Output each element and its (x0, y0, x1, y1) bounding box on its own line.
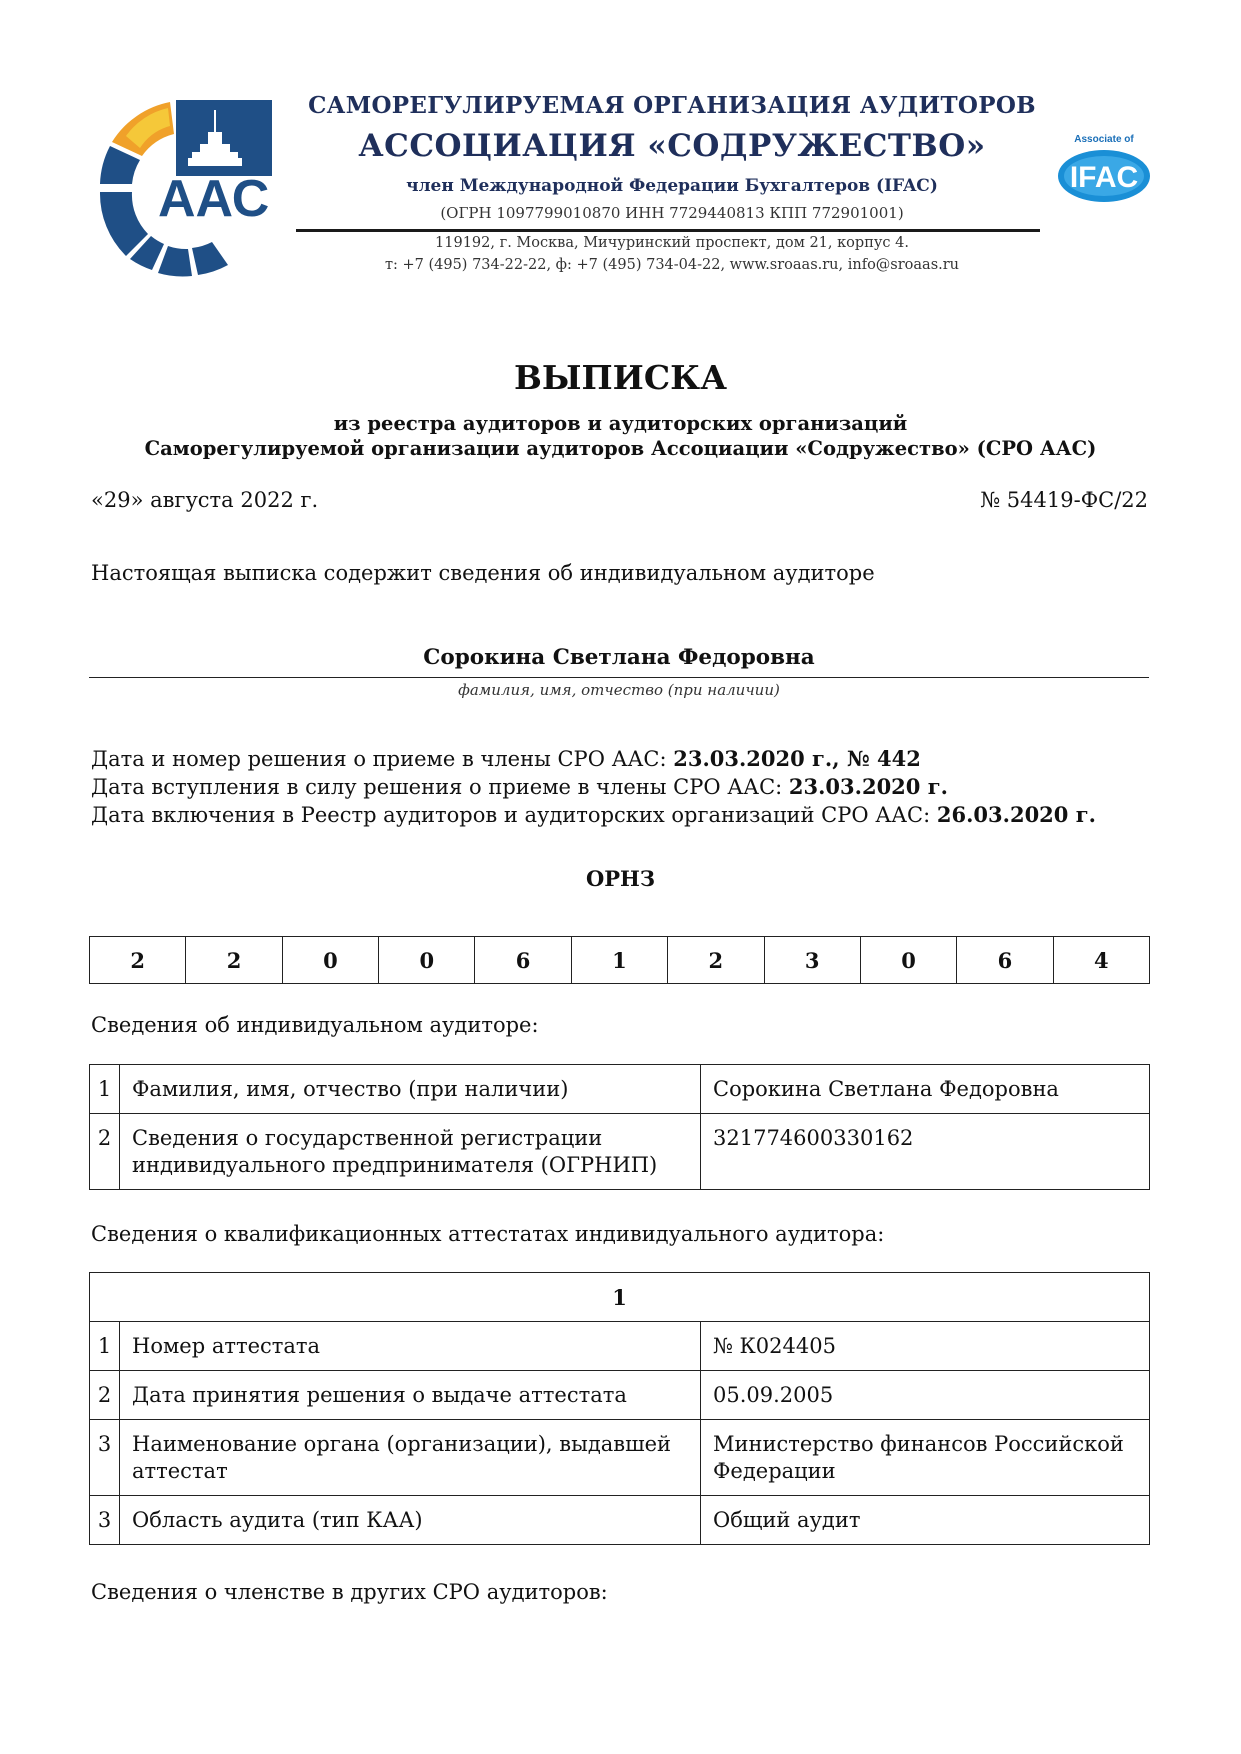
row-number: 2 (90, 1371, 120, 1420)
row-number: 1 (90, 1065, 120, 1114)
row-key: Фамилия, имя, отчество (при наличии) (120, 1065, 701, 1114)
ornz-digits-row (90, 937, 1150, 984)
ornz-title: ОРНЗ (585, 866, 656, 891)
row-value: № К024405 (701, 1322, 1150, 1371)
document-number: № 54419-ФС/22 (980, 488, 1148, 512)
ornz-digit: 1 (571, 937, 667, 984)
document-subtitle-1: из реестра аудиторов и аудиторских организаций (333, 412, 908, 435)
person-name: Сорокина Светлана Федоровна (423, 645, 815, 670)
certificates-table (89, 1272, 1150, 1545)
ornz-digit: 0 (379, 937, 475, 984)
table-row (90, 1371, 1150, 1420)
org-name: АССОЦИАЦИЯ «СОДРУЖЕСТВО» (358, 128, 986, 164)
ornz-digit: 0 (282, 937, 378, 984)
row-key: Дата принятия решения о выдаче аттестата (120, 1371, 701, 1420)
decision-line-1 (91, 746, 921, 771)
ornz-digit: 4 (1053, 937, 1149, 984)
row-value: Общий аудит (701, 1496, 1150, 1545)
decision-line-1-label: Дата и номер решения о приеме в члены СРО ААС: (91, 747, 674, 771)
decision-line-2 (91, 774, 948, 799)
intro-text: Настоящая выписка содержит сведения об индивидуальном аудиторе (91, 561, 875, 585)
table-head-row (90, 1273, 1150, 1322)
ornz-digit: 2 (90, 937, 186, 984)
row-key: Наименование органа (организации), выдавшей аттестат (120, 1420, 701, 1496)
ornz-digit: 3 (764, 937, 860, 984)
ifac-logo (1056, 132, 1152, 208)
ornz-digit: 6 (957, 937, 1053, 984)
row-value: 05.09.2005 (701, 1371, 1150, 1420)
document-date: «29» августа 2022 г. (91, 488, 319, 512)
ornz-digit: 2 (668, 937, 764, 984)
org-contacts: т: +7 (495) 734-22-22, ф: +7 (495) 734-04-22, www.sroaas.ru, info@sroaas.ru (384, 257, 960, 273)
row-number: 3 (90, 1420, 120, 1496)
table-row (90, 1496, 1150, 1545)
row-value: 321774600330162 (701, 1114, 1150, 1190)
decision-line-3-label: Дата включения в Реестр аудиторов и аудиторских организаций СРО ААС: (91, 803, 937, 827)
aac-logo (96, 96, 276, 282)
row-value: Министерство финансов Российской Федерации (701, 1420, 1150, 1496)
decision-line-2-label: Дата вступления в силу решения о приеме в члены СРО ААС: (91, 775, 789, 799)
ornz-digit: 2 (186, 937, 282, 984)
person-name-rule (89, 677, 1149, 678)
ornz-digit: 0 (860, 937, 956, 984)
table-row (90, 1322, 1150, 1371)
row-key: Сведения о государственной регистрации индивидуального предпринимателя (ОГРНИП) (120, 1114, 701, 1190)
certificate-index: 1 (90, 1273, 1150, 1322)
row-key: Номер аттестата (120, 1322, 701, 1371)
svg-text:IFAC: IFAC (1069, 161, 1139, 194)
aac-logo-text: ААС (158, 170, 270, 228)
row-number: 2 (90, 1114, 120, 1190)
row-number: 3 (90, 1496, 120, 1545)
auditor-info-table (89, 1064, 1150, 1190)
table-row (90, 1114, 1150, 1190)
table-row (90, 1420, 1150, 1496)
row-key: Область аудита (тип КАА) (120, 1496, 701, 1545)
decision-line-2-value: 23.03.2020 г. (788, 774, 948, 799)
document-title: ВЫПИСКА (513, 358, 728, 397)
ornz-digit: 6 (475, 937, 571, 984)
person-name-caption: фамилия, имя, отчество (при наличии) (458, 681, 780, 699)
row-number: 1 (90, 1322, 120, 1371)
org-registration-ids: (ОГРН 1097799010870 ИНН 7729440813 КПП 772901001) (440, 204, 904, 222)
row-value: Сорокина Светлана Федоровна (701, 1065, 1150, 1114)
org-line-1: САМОРЕГУЛИРУЕМАЯ ОРГАНИЗАЦИЯ АУДИТОРОВ (308, 92, 1036, 119)
svg-text:Associate of: Associate of (1074, 134, 1134, 145)
table-row (90, 1065, 1150, 1114)
section-auditor-info-label: Сведения об индивидуальном аудиторе: (91, 1013, 539, 1037)
decision-line-1-value: 23.03.2020 г., № 442 (673, 746, 921, 771)
section-certificates-label: Сведения о квалификационных аттестатах индивидуального аудитора: (91, 1222, 885, 1246)
header-rule (296, 229, 1040, 232)
section-other-sro-label: Сведения о членстве в других СРО аудиторов: (91, 1580, 608, 1604)
decision-line-3 (91, 802, 1096, 827)
org-address: 119192, г. Москва, Мичуринский проспект, дом 21, корпус 4. (435, 235, 909, 251)
ornz-table (89, 936, 1150, 984)
org-membership: член Международной Федерации Бухгалтеров (IFAC) (406, 176, 938, 196)
decision-line-3-value: 26.03.2020 г. (936, 802, 1096, 827)
document-subtitle-2: Саморегулируемой организации аудиторов Ассоциации «Содружество» (СРО ААС) (144, 437, 1097, 460)
